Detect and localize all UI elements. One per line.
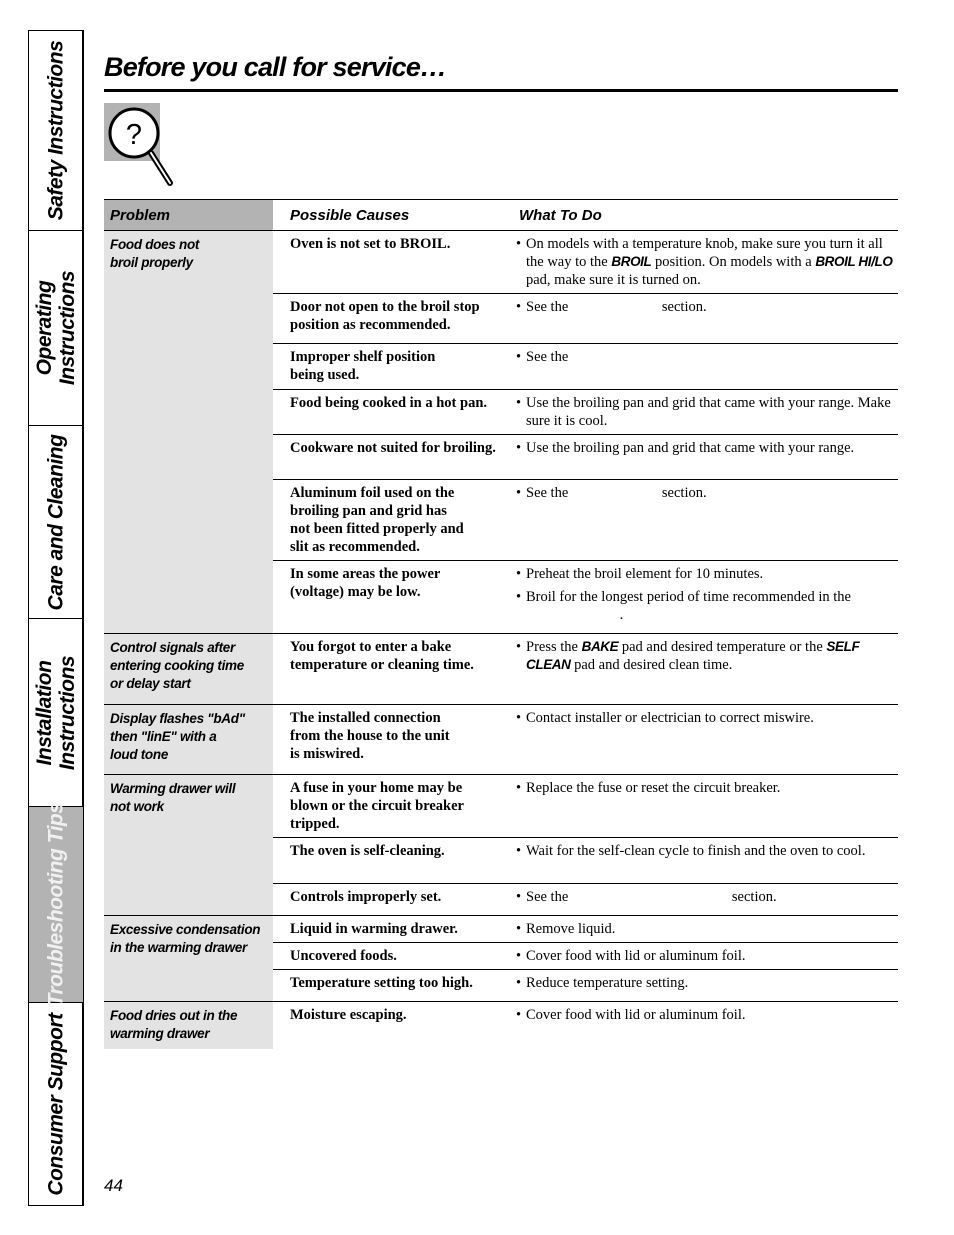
header-problem: Problem: [104, 200, 273, 230]
causes-list: [273, 916, 898, 1001]
causes-list: [273, 231, 898, 633]
instruction-text: Reduce temperature setting.: [526, 975, 689, 991]
instruction-text: Cover food with lid or aluminum foil.: [526, 948, 746, 964]
what-to-do: [502, 634, 898, 704]
possible-cause: In some areas the power (voltage) may be low.: [290, 566, 441, 600]
tab-consumer-support[interactable]: [29, 1003, 83, 1205]
bullet-item: [516, 298, 896, 316]
possible-cause: Liquid in warming drawer.: [290, 921, 458, 937]
bullet-item: [516, 235, 896, 289]
what-to-do: [502, 480, 898, 560]
instruction-text: Preheat the broil element for 10 minutes.: [526, 566, 764, 582]
what-to-do: [502, 294, 898, 343]
instruction-text: See the: [526, 299, 569, 315]
what-to-do: [502, 775, 898, 837]
problem-cell: Food does not broil properly: [104, 231, 273, 633]
what-to-do: [502, 916, 898, 942]
page-number: 44: [104, 1176, 123, 1195]
what-to-do: [502, 943, 898, 969]
possible-cause: The installed connection from the house to the unit is miswired.: [290, 710, 450, 762]
key-label: BROIL HI/LO: [815, 254, 893, 269]
instruction-text: pad, make sure it is turned on.: [526, 272, 701, 288]
problem-group: [104, 634, 898, 705]
table-header: [104, 199, 898, 231]
what-to-do: [502, 390, 898, 434]
possible-cause: Food being cooked in a hot pan.: [290, 395, 488, 411]
problem-group: [104, 231, 898, 634]
what-to-do: [502, 231, 898, 293]
instruction-text: Remove liquid.: [526, 921, 616, 937]
bullet-item: [516, 888, 896, 906]
table-row: [273, 884, 898, 915]
what-to-do: [502, 561, 898, 633]
problem-cell: Food dries out in the warming drawer: [104, 1002, 273, 1049]
troubleshooting-table: [104, 199, 898, 1049]
instruction-text: section.: [661, 485, 707, 501]
problem-group: [104, 775, 898, 916]
tab-label: Care and Cleaning: [44, 434, 68, 610]
tab-troubleshooting-tips[interactable]: [29, 802, 83, 1007]
tab-installation-instructions[interactable]: [29, 619, 83, 807]
side-tab-nav: [28, 30, 84, 1206]
key-label: BROIL: [611, 254, 652, 269]
problem-cell: Control signals after entering cooking time or delay start: [104, 634, 273, 704]
table-row: [273, 634, 898, 704]
instruction-text: .: [619, 607, 624, 623]
bullet-item: [516, 348, 896, 366]
possible-cause: Improper shelf position being used.: [290, 349, 436, 383]
tab-safety-instructions[interactable]: [29, 31, 83, 231]
bullet-item: [516, 1006, 896, 1024]
table-row: [273, 916, 898, 943]
possible-cause: Temperature setting too high.: [290, 975, 473, 991]
instruction-text: pad and desired temperature or the: [621, 639, 823, 655]
instruction-text: section.: [661, 299, 707, 315]
bullet-item: [516, 394, 896, 430]
bullet-item: [516, 974, 896, 992]
bullet-item: [516, 842, 896, 860]
header-possible-causes: Possible Causes: [290, 206, 410, 224]
table-row: [273, 480, 898, 561]
header-what-to-do: What To Do: [519, 206, 602, 224]
table-row: [273, 294, 898, 344]
problem-group: [104, 916, 898, 1002]
instruction-text: On models with a temperature knob, make sure you turn it all the way to the: [526, 236, 883, 270]
possible-cause: Controls improperly set.: [290, 889, 442, 905]
tab-label: Operating Instructions: [33, 270, 79, 386]
what-to-do: [502, 705, 898, 774]
bullet-item: [516, 638, 896, 674]
svg-text:?: ?: [125, 119, 143, 151]
table-row: [273, 231, 898, 294]
what-to-do: [502, 970, 898, 1001]
tab-label: Installation Instructions: [33, 655, 79, 770]
table-row: [273, 344, 898, 390]
possible-cause: Uncovered foods.: [290, 948, 397, 964]
instruction-text: Contact installer or electrician to correct miswire.: [526, 710, 814, 726]
key-label: SELF CLEAN: [526, 639, 860, 672]
page-title: Before you call for service…: [104, 52, 447, 82]
causes-list: [273, 775, 898, 915]
instruction-text: Use the broiling pan and grid that came with your range.: [526, 440, 855, 456]
instruction-text: Broil for the longest period of time recommended in the: [526, 589, 851, 605]
instruction-text: pad and desired clean time.: [574, 657, 733, 673]
table-row: [273, 943, 898, 970]
possible-cause: The oven is self-cleaning.: [290, 843, 445, 859]
problem-group: [104, 705, 898, 775]
problem-group: [104, 1002, 898, 1049]
table-row: [273, 561, 898, 633]
what-to-do: [502, 344, 898, 389]
causes-list: [273, 705, 898, 774]
possible-cause: A fuse in your home may be blown or the circuit breaker tripped.: [290, 780, 464, 832]
tab-label: Safety Instructions: [44, 40, 68, 221]
instruction-text: Cover food with lid or aluminum foil.: [526, 1007, 746, 1023]
problem-cell: Warming drawer will not work: [104, 775, 273, 915]
instruction-text: Wait for the self-clean cycle to finish and the oven to cool.: [526, 843, 866, 859]
possible-cause: Door not open to the broil stop position as recommended.: [290, 299, 480, 333]
table-row: [273, 1002, 898, 1048]
instruction-text: section.: [731, 889, 777, 905]
what-to-do: [502, 884, 898, 915]
possible-cause: Oven is not set to BROIL.: [290, 236, 451, 252]
problem-cell: Excessive condensation in the warming drawer: [104, 916, 273, 1001]
question-magnifier-icon: [104, 103, 184, 189]
instruction-text: See the: [526, 349, 569, 365]
bullet-item: [516, 588, 896, 624]
what-to-do: [502, 435, 898, 479]
problem-cell: Display flashes "bAd" then "linE" with a loud tone: [104, 705, 273, 774]
table-row: [273, 775, 898, 838]
possible-cause: Aluminum foil used on the broiling pan and grid has not been fitted properly and slit as recommended.: [290, 485, 464, 555]
instruction-text: See the: [526, 889, 569, 905]
tab-label: Consumer Support: [44, 1012, 68, 1196]
tab-care-and-cleaning[interactable]: [29, 426, 83, 619]
bullet-item: [516, 439, 896, 457]
bullet-item: [516, 484, 896, 502]
possible-cause: Cookware not suited for broiling.: [290, 440, 496, 456]
tab-operating-instructions[interactable]: [29, 231, 83, 426]
tab-label: Troubleshooting Tips: [44, 802, 68, 1007]
instruction-text: position. On models with a: [655, 254, 812, 270]
table-row: [273, 970, 898, 1001]
causes-list: [273, 634, 898, 704]
table-row: [273, 838, 898, 884]
bullet-item: [516, 709, 896, 727]
what-to-do: [502, 1002, 898, 1048]
bullet-item: [516, 920, 896, 938]
possible-cause: You forgot to enter a bake temperature or cleaning time.: [290, 639, 474, 673]
table-row: [273, 435, 898, 480]
causes-list: [273, 1002, 898, 1049]
instruction-text: See the: [526, 485, 569, 501]
instruction-text: Press the: [526, 639, 578, 655]
title-rule: [104, 89, 898, 92]
bullet-item: [516, 947, 896, 965]
table-row: [273, 705, 898, 774]
table-row: [273, 390, 898, 435]
what-to-do: [502, 838, 898, 883]
bullet-item: [516, 565, 896, 583]
possible-cause: Moisture escaping.: [290, 1007, 407, 1023]
bullet-item: [516, 779, 896, 797]
key-label: BAKE: [581, 639, 619, 654]
instruction-text: Use the broiling pan and grid that came with your range. Make sure it is cool.: [526, 395, 891, 429]
instruction-text: Replace the fuse or reset the circuit breaker.: [526, 780, 781, 796]
